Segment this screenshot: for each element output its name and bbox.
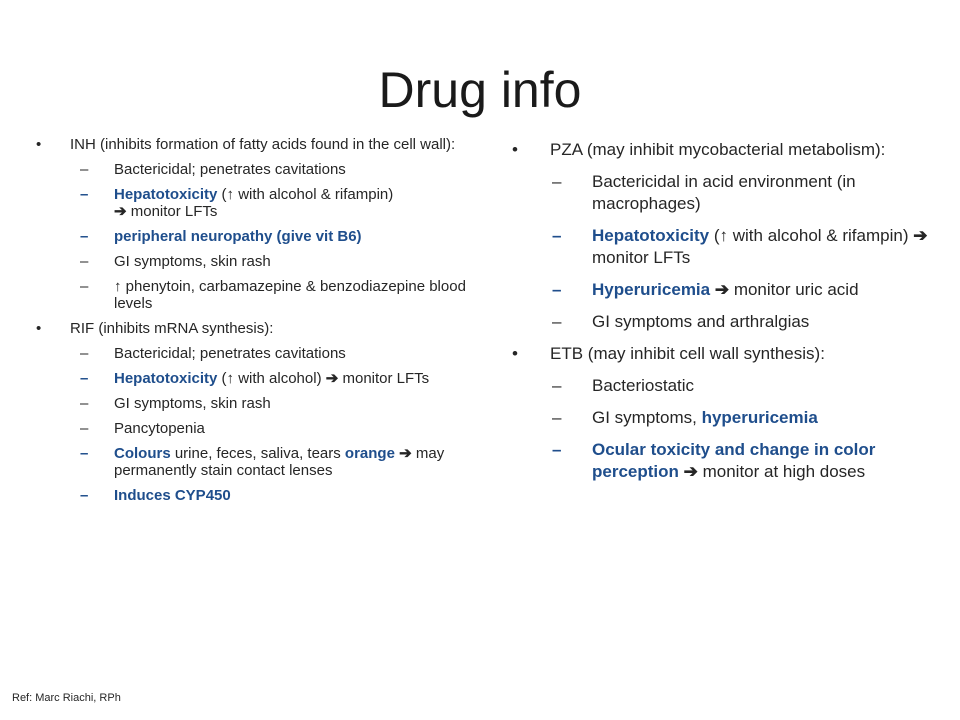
inh-item-4: [80, 253, 476, 270]
dash-icon: –: [552, 172, 562, 191]
rif-item-2-highlight: Hepatotoxicity: [114, 370, 218, 387]
rif-item-2: [80, 370, 476, 387]
bullet-icon: •: [36, 136, 42, 153]
inh-item-5-text: ↑ phenytoin, carbamazepine & benzodiazepine blood levels: [114, 278, 466, 312]
etb-item-2: [552, 407, 932, 429]
etb-item-3-highlight: Ocular toxicity and change in color perception: [592, 440, 876, 481]
left-column: [36, 136, 476, 512]
rif-item-3-text: GI symptoms, skin rash: [114, 395, 271, 412]
right-arrow-icon: ➔: [710, 280, 730, 299]
inh-item-2-text: (↑ with alcohol & rifampin): [217, 186, 394, 203]
dash-icon: –: [80, 186, 89, 203]
dash-icon: –: [80, 445, 89, 462]
right-arrow-icon: ➔: [325, 370, 339, 387]
rif-item-5-highlight-1: Colours: [114, 445, 171, 462]
dash-icon: –: [80, 420, 89, 437]
rif-item-3: [80, 395, 476, 412]
rif-item-1: [80, 345, 476, 362]
rif-item-1-text: Bactericidal; penetrates cavitations: [114, 345, 346, 362]
inh-item-3: [80, 228, 476, 245]
bullet-icon: •: [36, 320, 42, 337]
inh-heading: [36, 136, 476, 153]
pza-heading: [512, 139, 932, 161]
right-arrow-icon: ➔: [913, 226, 928, 245]
inh-heading-text: INH (inhibits formation of fatty acids found in the cell wall):: [70, 136, 456, 153]
inh-item-1: [80, 161, 476, 178]
etb-item-2-highlight: hyperuricemia: [701, 408, 818, 427]
dash-icon: –: [80, 278, 89, 295]
inh-item-5: [80, 278, 476, 312]
rif-item-5-text: urine, feces, saliva, tears: [170, 445, 345, 462]
pza-item-3-highlight: Hyperuricemia: [592, 280, 711, 299]
dash-icon: –: [80, 370, 89, 387]
dash-icon: –: [552, 312, 562, 331]
pza-item-1: [552, 171, 932, 215]
pza-item-3: [552, 279, 932, 301]
dash-icon: –: [552, 440, 562, 459]
etb-item-3-text: monitor at high doses: [697, 462, 866, 481]
dash-icon: –: [552, 408, 562, 427]
rif-item-4: [80, 420, 476, 437]
inh-item-1-text: Bactericidal; penetrates cavitations: [114, 161, 346, 178]
dash-icon: –: [80, 345, 89, 362]
dash-icon: –: [80, 253, 89, 270]
dash-icon: –: [552, 280, 562, 299]
reference-footer: Ref: Marc Riachi, RPh: [12, 692, 121, 704]
etb-item-1: [552, 375, 932, 397]
rif-heading: [36, 320, 476, 337]
inh-item-4-text: GI symptoms, skin rash: [114, 253, 271, 270]
pza-item-3-text: monitor uric acid: [729, 280, 859, 299]
etb-heading-text: ETB (may inhibit cell wall synthesis):: [550, 344, 825, 363]
pza-item-2-highlight: Hepatotoxicity: [592, 226, 710, 245]
rif-item-5-text-2: may permanently stain contact lenses: [114, 445, 445, 479]
etb-item-1-text: Bacteriostatic: [592, 376, 695, 395]
rif-item-4-text: Pancytopenia: [114, 420, 205, 437]
right-arrow-icon: ➔: [114, 203, 127, 220]
dash-icon: –: [80, 487, 89, 504]
pza-item-2-text-2: monitor LFTs: [592, 248, 691, 267]
pza-item-2: [552, 225, 932, 269]
dash-icon: –: [80, 395, 89, 412]
rif-item-6-highlight: Induces CYP450: [114, 487, 231, 504]
pza-item-4: [552, 311, 932, 333]
rif-item-2-text: (↑ with alcohol): [217, 370, 326, 387]
dash-icon: –: [80, 161, 89, 178]
rif-item-5: [80, 445, 476, 479]
inh-item-3-highlight: peripheral neuropathy (give vit B6): [114, 228, 362, 245]
pza-item-2-text: (↑ with alcohol & rifampin): [709, 226, 914, 245]
rif-item-6: [80, 487, 476, 504]
inh-item-2-text-2: monitor LFTs: [126, 203, 218, 220]
inh-item-2: [80, 186, 476, 220]
etb-item-2-text: GI symptoms,: [592, 408, 702, 427]
bullet-icon: •: [512, 140, 518, 159]
inh-item-2-highlight: Hepatotoxicity: [114, 186, 218, 203]
dash-icon: –: [552, 226, 562, 245]
pza-heading-text: PZA (may inhibit mycobacterial metabolism):: [550, 140, 886, 159]
rif-heading-text: RIF (inhibits mRNA synthesis):: [70, 320, 274, 337]
right-column: [512, 139, 932, 493]
right-arrow-icon: ➔: [394, 445, 412, 462]
pza-item-4-text: GI symptoms and arthralgias: [592, 312, 810, 331]
dash-icon: –: [80, 228, 89, 245]
etb-heading: [512, 343, 932, 365]
bullet-icon: •: [512, 344, 518, 363]
dash-icon: –: [552, 376, 562, 395]
right-arrow-icon: ➔: [678, 462, 698, 481]
etb-item-3: [552, 439, 932, 483]
rif-item-2-text-2: monitor LFTs: [338, 370, 430, 387]
pza-item-1-text: Bactericidal in acid environment (in macrophages): [592, 172, 856, 213]
slide-title: Drug info: [378, 62, 582, 118]
rif-item-5-highlight-2: orange: [344, 445, 395, 462]
